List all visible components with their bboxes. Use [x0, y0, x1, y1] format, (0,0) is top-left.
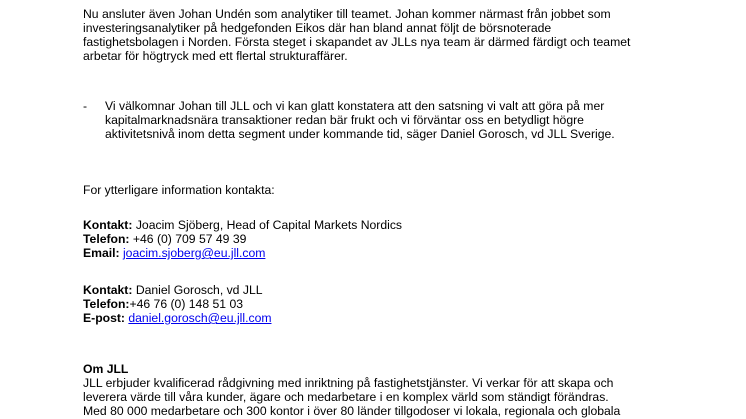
email-row: [83, 311, 272, 325]
quote-line: kapitalmarknadsnära transaktioner redan bär frukt och vi förväntar oss en betydligt högre: [105, 113, 584, 127]
contact-row: [83, 283, 272, 297]
contact-row: [83, 218, 402, 232]
email-link[interactable]: daniel.gorosch@eu.jll.com: [128, 311, 272, 325]
contact-value: Daniel Gorosch, vd JLL: [132, 283, 263, 297]
phone-row: [83, 232, 402, 246]
phone-value: +46 76 (0) 148 51 03: [129, 297, 244, 311]
contact-label: Kontakt:: [83, 283, 133, 297]
intro-paragraph: [83, 7, 630, 63]
phone-row: [83, 297, 272, 311]
info-text: For ytterligare information kontakta:: [83, 183, 275, 197]
email-label: E-post:: [83, 311, 125, 325]
quote-line: Vi välkomnar Johan till JLL och vi kan glatt konstatera att den satsning vi valt att göra på mer: [105, 99, 605, 113]
intro-line: fastighetsbolagen i Norden. Första steget i skapandet av JLLs nya team är därmed färdigt och teamet: [83, 35, 631, 49]
phone-label: Telefon:: [83, 232, 130, 246]
intro-line: investeringsanalytiker på hedgefonden Eikos där han bland annat följt de börsnoterade: [83, 21, 552, 35]
contact-label: Kontakt:: [83, 218, 133, 232]
email-row: [83, 246, 402, 260]
info-line: [83, 183, 275, 197]
quote-text: [105, 99, 615, 141]
contact-block: [83, 283, 272, 325]
contact-block: [83, 218, 402, 260]
email-label: Email:: [83, 246, 120, 260]
about-title: Om JLL: [83, 362, 129, 376]
about-section: [83, 362, 620, 418]
about-line: leverera värde till våra kunder, ägare och medarbetare i en komplex värld som ständigt förändras.: [83, 390, 609, 404]
about-line: JLL erbjuder kvalificerad rådgivning med inriktning på fastighetstjänster. Vi verkar för att skapa och: [83, 376, 614, 390]
quote-dash: -: [83, 99, 88, 113]
email-link[interactable]: joacim.sjoberg@eu.jll.com: [122, 246, 266, 260]
contact-value: Joacim Sjöberg, Head of Capital Markets Nordics: [132, 218, 403, 232]
phone-label: Telefon:: [83, 297, 130, 311]
phone-value: +46 (0) 709 57 49 39: [129, 232, 247, 246]
quote-line: aktivitetsnivå inom detta segment under kommande tid, säger Daniel Gorosch, vd JLL Sverige.: [105, 127, 615, 141]
intro-line: Nu ansluter även Johan Undén som analytiker till teamet. Johan kommer närmast från jobbet som: [83, 7, 611, 21]
intro-line: arbetar för högtryck med ett flertal strukturaffärer.: [83, 49, 348, 63]
about-line: Med 80 000 medarbetare och 300 kontor i över 80 länder tillgodoser vi lokala, regionala och globala: [83, 404, 621, 418]
